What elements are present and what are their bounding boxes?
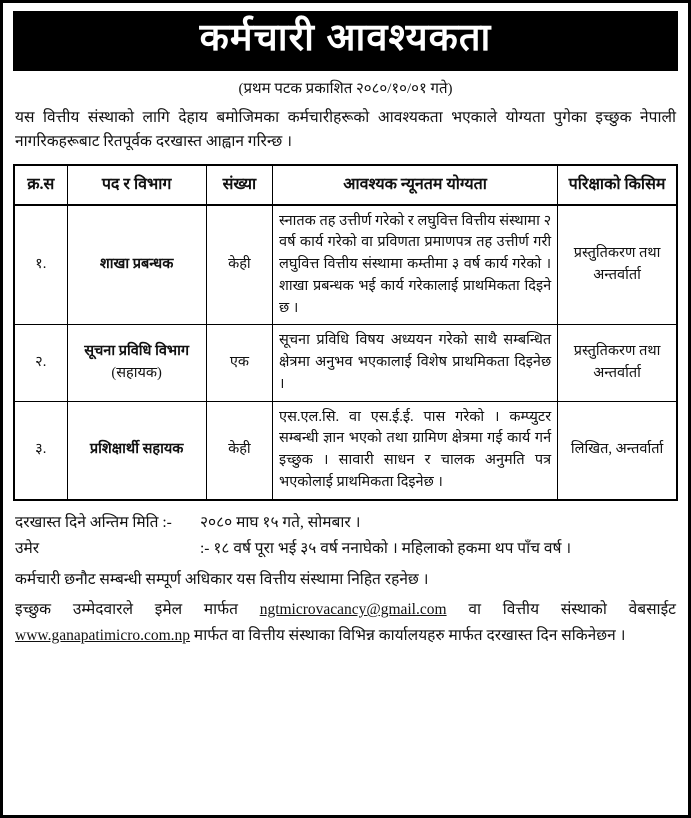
footer-section bbox=[13, 511, 678, 649]
table-row bbox=[14, 205, 677, 325]
age-row bbox=[15, 537, 676, 562]
column-header-post: पद र विभाग bbox=[67, 165, 206, 205]
publication-date: (प्रथम पटक प्रकाशित २०८०/१०/०१ गते) bbox=[238, 80, 453, 97]
post-title: सूचना प्रविधि विभाग bbox=[84, 343, 189, 360]
title-bar bbox=[13, 11, 678, 71]
cell-qualification: सूचना प्रविधि विषय अध्ययन गरेको साथै सम्बन्धित क्षेत्रमा अनुभव भएकालाई विशेष प्राथमिकता दिइनेछ । bbox=[273, 325, 558, 401]
page-title: कर्मचारी आवश्यकता bbox=[199, 17, 492, 59]
table-row bbox=[14, 401, 677, 500]
deadline-label: दरखास्त दिने अन्तिम मिति :- bbox=[15, 513, 172, 531]
cell-post bbox=[67, 205, 206, 325]
cell-sn: १. bbox=[14, 205, 67, 325]
column-header-count: संख्या bbox=[206, 165, 272, 205]
column-header-sn: क्र.स bbox=[14, 165, 67, 205]
vacancy-table bbox=[13, 164, 678, 501]
deadline-value: २०८० माघ १५ गते, सोमबार । bbox=[200, 513, 361, 531]
table-header-row bbox=[14, 165, 677, 205]
table-row bbox=[14, 325, 677, 401]
post-title: शाखा प्रबन्धक bbox=[99, 256, 174, 273]
column-header-qualification: आवश्यक न्यूनतम योग्यता bbox=[273, 165, 558, 205]
application-instructions bbox=[15, 597, 676, 648]
cell-sn: २. bbox=[14, 325, 67, 401]
intro-paragraph: यस वित्तीय संस्थाको लागि देहाय बमोजिमका कर्मचारीहरूको आवश्यकता भएकाले योग्यता पुगेका इच्छुक नेपाली नागरिकहरूबाट रितपूर्वक दरखास्त आह्वान गरिन्छ । bbox=[15, 108, 676, 150]
cell-qualification: एस.एल.सि. वा एस.ई.ई. पास गरेको । कम्प्युटर सम्बन्धी ज्ञान भएको तथा ग्रामिण क्षेत्रमा गई कार्य गर्न इच्छुक । सावारी साधन र चालक अनुमति पत्र भएकोलाई प्राथमिकता दिइनेछ । bbox=[273, 401, 558, 500]
cell-post bbox=[67, 325, 206, 401]
instructions-text-mid: वा वित्तीय संस्थाको वेबसाईट bbox=[446, 601, 676, 619]
cell-qualification: स्नातक तह उत्तीर्ण गरेको र लघुवित्त वित्तीय संस्थामा २ वर्ष कार्य गरेको वा प्रविणता प्रमाणपत्र तह उत्तीर्ण गरी लघुवित्त वित्तीय संस्थामा कम्तीमा ३ वर्ष कार्य गरेको । शाखा प्रबन्धक भई कार्य गरेकालाई प्राथमिकता दिइने छ । bbox=[273, 205, 558, 325]
cell-exam: लिखित, अन्तर्वार्ता bbox=[558, 401, 677, 500]
post-subtitle: (सहायक) bbox=[111, 365, 162, 382]
email-address[interactable]: ngtmicrovacancy@gmail.com bbox=[259, 601, 447, 619]
cell-post bbox=[67, 401, 206, 500]
cell-count: केही bbox=[206, 205, 272, 325]
post-title: प्रशिक्षार्थी सहायक bbox=[89, 441, 184, 458]
age-label: उमेर bbox=[15, 539, 40, 557]
website-url[interactable]: www.ganapatimicro.com.np bbox=[15, 626, 191, 644]
cell-count: एक bbox=[206, 325, 272, 401]
cell-exam: प्रस्तुतिकरण तथा अन्तर्वार्ता bbox=[558, 205, 677, 325]
selection-rights-note: कर्मचारी छनौट सम्बन्धी सम्पूर्ण अधिकार यस वित्तीय संस्थामा निहित रहनेछ । bbox=[15, 571, 429, 589]
cell-sn: ३. bbox=[14, 401, 67, 500]
cell-count: केही bbox=[206, 401, 272, 500]
deadline-row bbox=[15, 511, 676, 536]
cell-exam: प्रस्तुतिकरण तथा अन्तर्वार्ता bbox=[558, 325, 677, 401]
instructions-text-before: इच्छुक उम्मेदवारले इमेल मार्फत bbox=[15, 601, 260, 619]
column-header-exam: परिक्षाको किसिम bbox=[558, 165, 677, 205]
age-value: :- १८ वर्ष पूरा भई ३५ वर्ष ननाघेको । महिलाको हकमा थप पाँच वर्ष । bbox=[200, 539, 572, 557]
instructions-text-after: मार्फत वा वित्तीय संस्थाका विभिन्न कार्यालयहरु मार्फत दरखास्त दिन सकिनेछन । bbox=[190, 626, 626, 644]
